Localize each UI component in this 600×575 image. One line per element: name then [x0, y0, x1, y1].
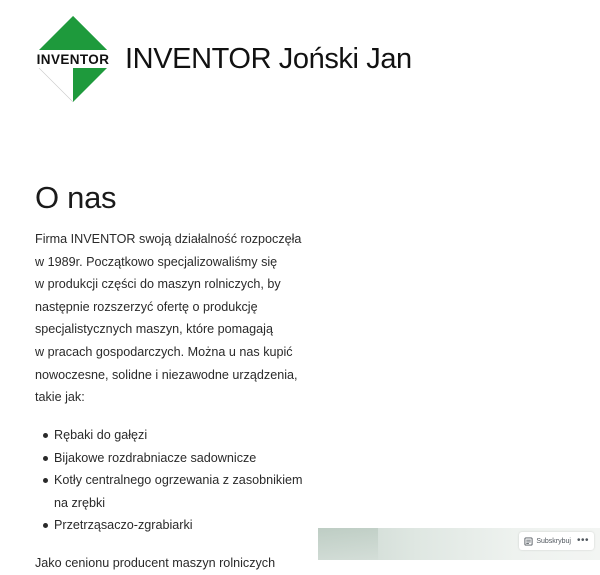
- list-item-label-continued: na zrębki: [54, 495, 106, 510]
- list-item: [35, 447, 303, 470]
- product-list: [35, 424, 303, 537]
- list-item: [35, 469, 303, 514]
- subscribe-button[interactable]: [524, 537, 571, 546]
- intro-paragraph: [35, 228, 302, 409]
- bullet-icon: [43, 478, 48, 483]
- logo-green-triangle-bottom-right: [73, 68, 107, 102]
- subscribe-label: Subskrybuj: [536, 537, 571, 545]
- reader-icon: [524, 537, 533, 546]
- list-item-label: Przetrząsaczo-zgrabiarki: [54, 518, 193, 533]
- list-item-label: Kotły centralnego ogrzewania z zasobnikiem: [54, 473, 303, 488]
- list-item-label: Rębaki do gałęzi: [54, 428, 148, 442]
- more-options-icon[interactable]: •••: [576, 535, 589, 546]
- intro-line: w pracach gospodarczych. Można u nas kupić: [35, 344, 293, 359]
- list-item: [35, 514, 303, 537]
- intro-line: specjalistycznych maszyn, które pomagają: [35, 322, 273, 337]
- bullet-icon: [43, 456, 48, 461]
- page-title: O nas: [35, 180, 117, 215]
- logo-text: INVENTOR: [36, 52, 110, 67]
- intro-line: nowoczesne, solidne i niezawodne urządzenia,: [35, 367, 298, 382]
- next-paragraph: Jako cenionu producent maszyn rolniczych: [35, 556, 276, 570]
- list-item: [35, 424, 303, 447]
- bullet-icon: [43, 433, 48, 438]
- inventor-logo[interactable]: [33, 14, 113, 104]
- intro-line: w 1989r. Początkowo specjalizowaliśmy się: [35, 254, 278, 269]
- intro-line: następnie rozszerzyć ofertę o produkcję: [35, 299, 258, 314]
- site-title[interactable]: INVENTOR Joński Jan: [125, 43, 412, 75]
- intro-line: takie jak:: [35, 390, 85, 405]
- intro-line: w produkcji części do maszyn rolniczych, by: [35, 277, 281, 292]
- photo-shade: [318, 528, 378, 560]
- logo-green-triangle-right: [73, 16, 107, 50]
- bullet-icon: [43, 523, 48, 528]
- list-item-label: Bijakowe rozdrabniacze sadownicze: [54, 450, 257, 465]
- action-bar: [519, 532, 594, 550]
- intro-line: Firma INVENTOR swoją działalność rozpoczęła: [35, 232, 302, 246]
